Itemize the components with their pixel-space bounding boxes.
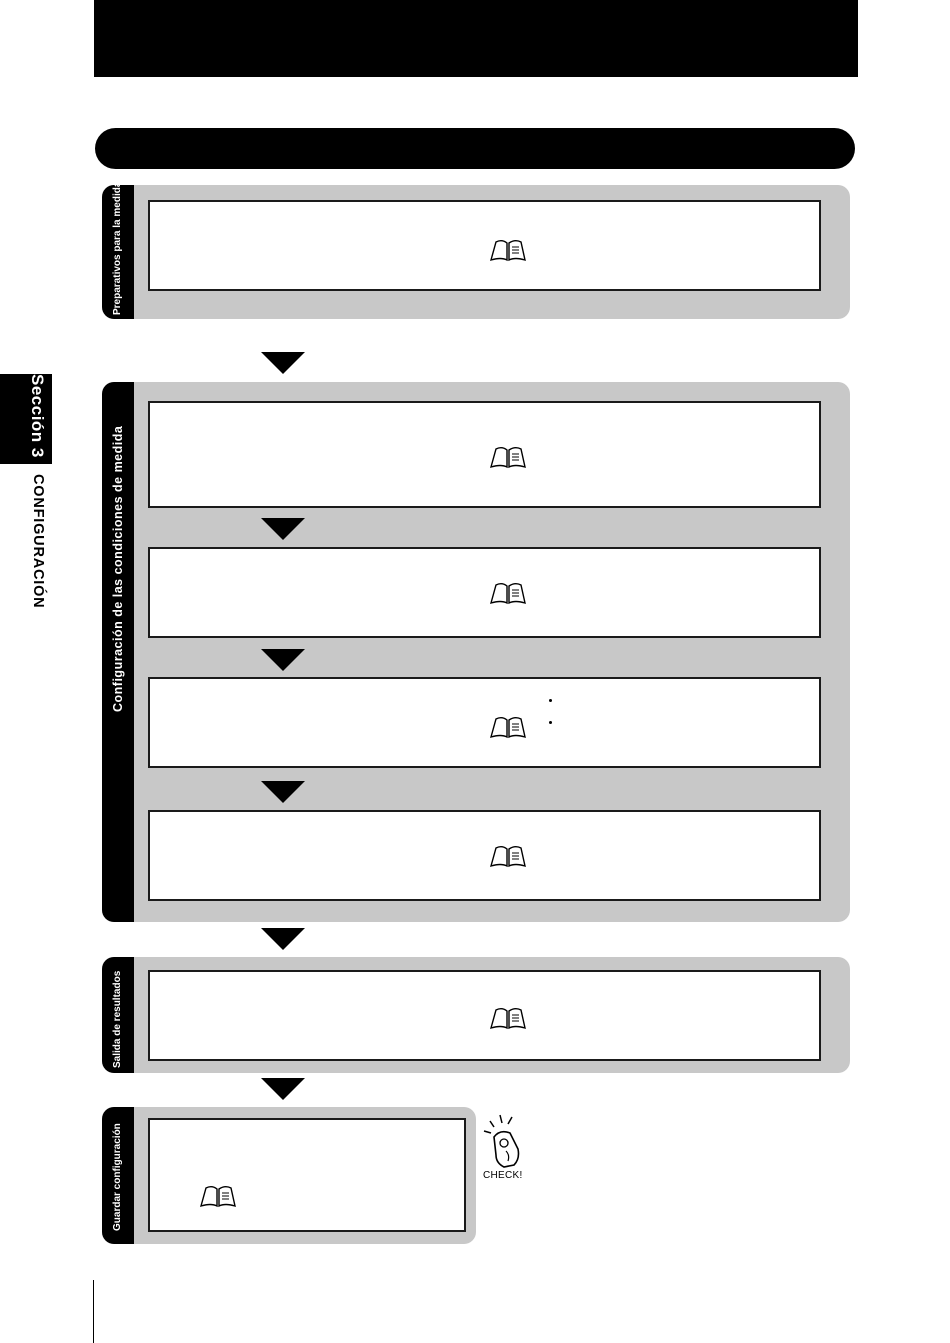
group-title-configuration: Configuración de las condiciones de medida	[111, 425, 125, 712]
step-box-7	[148, 1118, 466, 1232]
footer-rule	[93, 1280, 94, 1343]
bullet-dot	[549, 721, 552, 724]
group-title-output: Salida de resultados	[112, 970, 123, 1068]
flow-arrow	[261, 352, 305, 374]
step-box-5	[148, 810, 821, 901]
flow-arrow	[261, 928, 305, 950]
group-label-output	[102, 957, 134, 1073]
step-box-6	[148, 970, 821, 1061]
check-label: CHECK!	[483, 1170, 523, 1181]
section-title-bar	[95, 128, 855, 169]
book-reference-icon	[488, 443, 528, 469]
group-title-save: Guardar configuración	[112, 1123, 123, 1231]
step-box-4	[148, 677, 821, 768]
flow-arrow	[261, 781, 305, 803]
book-reference-icon	[488, 1004, 528, 1030]
flow-arrow	[261, 518, 305, 540]
section-title: CONFIGURACIÓN	[30, 474, 46, 609]
group-label-save	[102, 1107, 134, 1244]
group-label-preparation	[102, 181, 134, 319]
section-number: Sección 3	[28, 374, 47, 458]
book-reference-icon	[198, 1182, 238, 1208]
step-box-2	[148, 401, 821, 508]
book-reference-icon	[488, 842, 528, 868]
header-banner	[94, 0, 858, 77]
group-title-preparation: Preparativos para la medida	[112, 181, 123, 315]
book-reference-icon	[488, 579, 528, 605]
bullet-dot	[549, 699, 552, 702]
book-reference-icon	[488, 236, 528, 262]
step-box-1	[148, 200, 821, 291]
flow-arrow	[261, 1078, 305, 1100]
book-reference-icon	[488, 713, 528, 739]
step-box-3	[148, 547, 821, 638]
group-label-configuration	[102, 382, 134, 922]
flow-arrow	[261, 649, 305, 671]
